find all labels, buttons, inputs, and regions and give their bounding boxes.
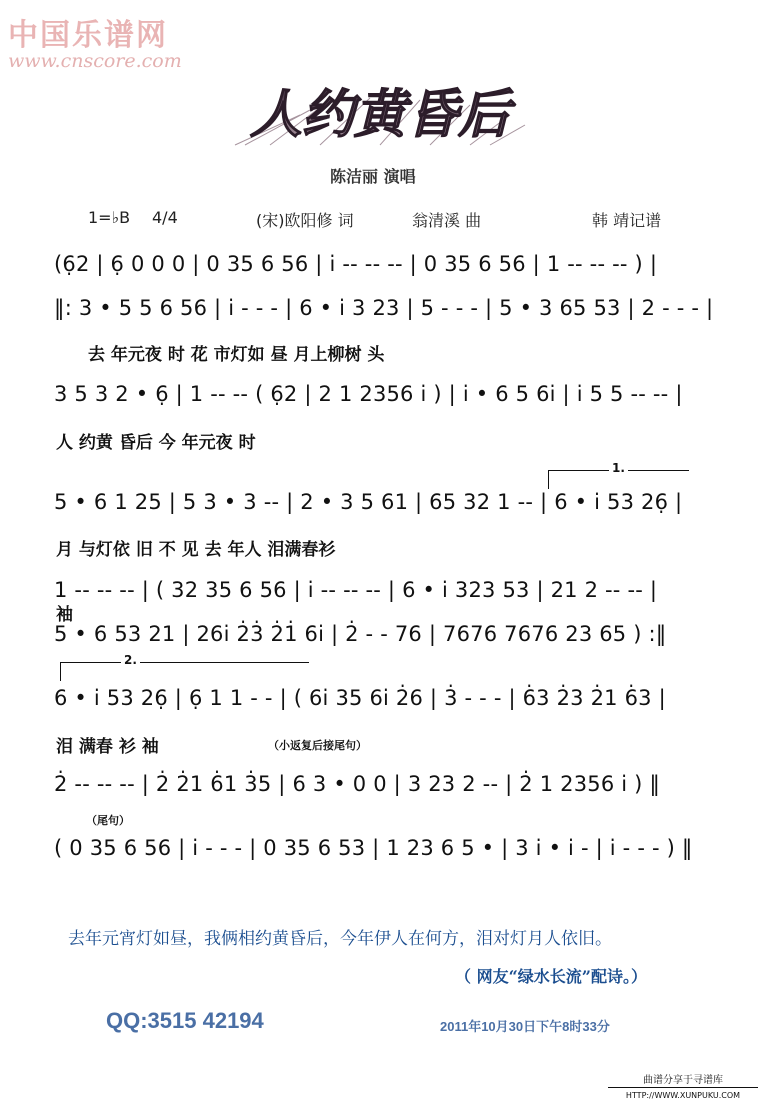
lyricist: (宋)欧阳修 词 — [256, 211, 354, 230]
title-artwork — [230, 70, 530, 154]
volta-1-label: 1. — [609, 461, 628, 475]
footer-line-2[interactable]: HTTP://WWW.XUNPUKU.COM — [625, 1091, 741, 1100]
transcriber: 韩 靖记谱 — [592, 211, 662, 230]
volta-1 — [548, 461, 689, 489]
title-artwork-svg — [230, 70, 530, 150]
lyric-row-7: 泪 满春 衫 袖 — [56, 737, 159, 757]
poem: 去年元宵灯如昼，我俩相约黄昏后，今年伊人在何方，泪对灯月人依旧。 — [68, 929, 612, 949]
watermark-site-name: 中国乐谱网 — [8, 18, 168, 53]
volta-2-label: 2. — [121, 653, 140, 667]
volta-2 — [60, 653, 309, 681]
date: 2011年10月30日下午8时33分 — [440, 1019, 610, 1034]
qq-number: QQ:3515 42194 — [106, 1008, 264, 1033]
singer: 陈洁丽 演唱 — [330, 167, 416, 186]
footer-line-1: 曲谱分享于寻谱库 — [643, 1075, 723, 1086]
poem-credit: （ 网友“绿水长流”配诗。） — [455, 967, 647, 986]
lyric-row-5: 袖 — [56, 605, 73, 625]
score-row-5: 1 -- -- -- | ( 32 35 6 56 | i̇ -- -- -- | 6 • i̇ 323 53 | 21 2 -- -- | — [54, 578, 658, 602]
watermark-url: www.cnscore.com — [8, 50, 182, 72]
score-row-8: 2̇ -- -- -- | 2̇ 2̇1 6̇1 3̇5 | 6 3 • 0 0 | 3 23 2 -- | 2̇ 1 2356 i̇ ) ‖ — [54, 772, 661, 796]
lyric-row-4: 月 与灯依 旧 不 见 去 年人 泪满春衫 — [56, 540, 336, 560]
score-row-2: ‖: 3 • 5 5 6 56 | i̇ - - - | 6 • i̇ 3 23 | 5 - - - | 5 • 3 65 53 | 2 - - - | — [54, 296, 714, 320]
footer-divider — [608, 1087, 758, 1088]
footer — [608, 1074, 758, 1102]
lyric-row-3: 人 约黄 昏后 今 年元夜 时 — [56, 433, 256, 453]
title-text: 人约黄昏后 — [249, 84, 511, 145]
note-tail: （尾句） — [86, 814, 130, 827]
note-return: （小返复后接尾句） — [268, 739, 367, 752]
time-signature: 4/4 — [152, 208, 178, 227]
lyric-row-2: 去 年元夜 时 花 市灯如 昼 月上柳树 头 — [88, 345, 385, 365]
score-row-3: 3 5 3 2 • 6̣ | 1 -- -- ( 6̣2 | 2 1 2356 i̇ ) | i̇ • 6 5 6i̇ | i̇ 5 5 -- -- | — [54, 382, 683, 406]
score-row-9: ( 0 35 6 56 | i̇ - - - | 0 35 6 53 | 1 23 6 5 • | 3 i̇ • i̇ - | i̇ - - - ) ‖ — [54, 836, 693, 860]
score-row-1: (6̣2 | 6̣ 0 0 0 | 0 35 6 56 | i̇ -- -- -- | 0 35 6 56 | 1 -- -- -- ) | — [54, 252, 658, 276]
score-row-4: 5 • 6 1 25 | 5 3 • 3 -- | 2 • 3 5 61 | 65 32 1 -- | 6 • i̇ 53 26̣ | — [54, 490, 683, 514]
composer: 翁清溪 曲 — [412, 211, 482, 230]
score-row-7: 6 • i̇ 53 26̣ | 6̣ 1 1 - - | ( 6i̇ 35 6i̇ 2̇6 | 3̇ - - - | 6̇3 2̇3 2̇1 6̇3 | — [54, 686, 666, 710]
score-row-6: 5 • 6 53 21 | 26i̇ 2̇3̇ 2̇1̇ 6i̇ | 2̇ - - 76 | 7676 7676 23 65 ) :‖ — [54, 622, 667, 646]
key-signature: 1=♭B — [88, 208, 131, 227]
